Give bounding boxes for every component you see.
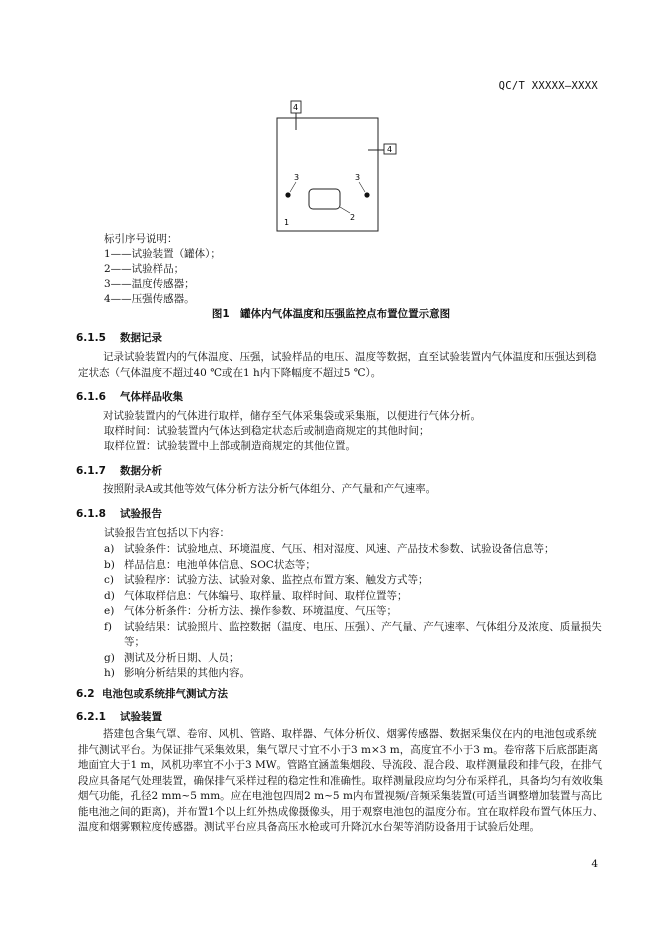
list-item bbox=[104, 589, 604, 605]
temp-sensor-right bbox=[364, 192, 369, 197]
item-label: g) bbox=[104, 651, 115, 664]
item-text: 试验程序：试验方法、试验对象、监控点布置方案、触发方式等； bbox=[124, 574, 429, 586]
tank-outline bbox=[277, 118, 378, 231]
temp-left-leader bbox=[290, 182, 296, 192]
figure-caption: 图1 罐体内气体温度和压强监控点布置位置示意图 bbox=[211, 308, 451, 320]
legend-item: 3——温度传感器； bbox=[104, 278, 195, 290]
section-title: 试验报告 bbox=[120, 508, 162, 520]
section-heading-6-2 bbox=[76, 686, 228, 701]
item-text: 试验条件：试验地点、环境温度、气压、相对湿度、风速、产品技术参数、试验设备信息等； bbox=[124, 543, 555, 555]
marker-vent-side: 4 bbox=[387, 145, 393, 154]
item-text: 气体取样信息：气体编号、取样量、取样时间、取样位置等； bbox=[124, 589, 408, 602]
marker-sample: 2 bbox=[350, 213, 356, 222]
item-text: 测试及分析日期、人员； bbox=[124, 651, 240, 664]
figure-legend bbox=[104, 232, 221, 307]
temp-right-leader bbox=[359, 182, 365, 192]
item-text: 气体分析条件：分析方法、操作参数、环境温度、气压等； bbox=[124, 605, 397, 617]
section-title: 数据分析 bbox=[120, 465, 162, 477]
marker-temp-right: 3 bbox=[355, 173, 361, 182]
section-title: 试验装置 bbox=[120, 711, 162, 723]
item-text: 试验结果：试验照片、监控数据（温度、电压、压强）、产气量、产气速率、气体组分及浓度、质量损失等； bbox=[124, 620, 602, 648]
section-title: 数据记录 bbox=[120, 332, 162, 344]
legend-item: 2——试验样品； bbox=[104, 263, 185, 275]
item-text: 样品信息：电池单体信息、SOC状态等； bbox=[124, 558, 316, 571]
section-number: 6.1.7 bbox=[76, 465, 106, 477]
marker-vent-top: 4 bbox=[293, 103, 299, 112]
list-item bbox=[104, 542, 604, 558]
paragraph-data-analysis: 按照附录A或其他等效气体分析方法分析气体组分、产气量和产气速率。 bbox=[103, 483, 437, 495]
item-label: b) bbox=[104, 558, 115, 571]
section-number: 6.2.1 bbox=[76, 711, 106, 723]
item-label: a) bbox=[104, 543, 115, 555]
sample-leader bbox=[340, 207, 350, 213]
temp-sensor-left bbox=[285, 192, 290, 197]
list-item bbox=[104, 558, 604, 574]
page-number: 4 bbox=[591, 858, 598, 870]
item-label: c) bbox=[104, 574, 114, 586]
section-title: 电池包或系统排气测试方法 bbox=[102, 688, 228, 700]
item-label: h) bbox=[104, 667, 115, 679]
list-item bbox=[104, 666, 604, 682]
report-intro: 试验报告宜包括以下内容： bbox=[104, 527, 230, 539]
paragraph-data-recording: 记录试验装置内的气体温度、压强，试验样品的电压、温度等数据，直至试验装置内气体温度和压强达到稳定状态（气体温度不超过40 ℃或在1 h内下降幅度不超过5 ℃）。 bbox=[78, 351, 597, 379]
paragraph-test-setup: 搭建包含集气罩、卷帘、风机、管路、取样器、气体分析仪、烟雾传感器、数据采集仪在内的电池包或系统排气测试平台。为保证排气采集效果，集气罩尺寸宜不小于3 m×3 m，高度宜不小于3 m。卷帘落下后底部距离地面宜大于1 m，风机功率宜不小于3 MW。管路宜涵盖集烟段、导流段、混合段、取样测量段和排气段，在排气段应具备尾气处理装置，确保排气采样过程的稳定性和准确性。取样测量段应均匀分布采样孔，具备均匀有效收集烟气功能，孔径2 mm~5 mm。应在电池包四周2 m~5 m内布置视频/音频采集装置(可适当调整增加装置与高比能电池之间的距离)，并布置1个以上红外热成像摄像头，用于观察电池包的温度分布。宜在取样段布置气体压力、温度和烟雾颗粒度传感器。测试平台应具备高压水枪或可升降沉水台架等消防设备用于试验后处理。 bbox=[78, 728, 604, 833]
legend-item: 4——压强传感器。 bbox=[104, 293, 195, 305]
marker-device: 1 bbox=[284, 218, 290, 227]
section-heading-6-2-1 bbox=[76, 709, 162, 724]
figure-tank-diagram bbox=[266, 100, 402, 234]
document-code: QC/T XXXXX—XXXX bbox=[498, 80, 598, 92]
list-item bbox=[104, 651, 604, 667]
item-label: f) bbox=[104, 620, 112, 633]
report-items-list bbox=[104, 542, 604, 682]
section-title: 气体样品收集 bbox=[120, 391, 183, 403]
section-number: 6.1.5 bbox=[76, 332, 106, 344]
list-item bbox=[104, 604, 604, 620]
marker-temp-left: 3 bbox=[294, 173, 300, 182]
section-number: 6.2 bbox=[76, 688, 95, 700]
list-item bbox=[104, 573, 604, 589]
sampling-position-line: 取样位置：试验装置中上部或制造商规定的其他位置。 bbox=[104, 440, 356, 452]
section-heading-6-1-5 bbox=[76, 330, 162, 345]
section-number: 6.1.8 bbox=[76, 508, 106, 520]
section-heading-6-1-8 bbox=[76, 506, 162, 521]
item-label: e) bbox=[104, 605, 115, 617]
item-text: 影响分析结果的其他内容。 bbox=[124, 667, 250, 679]
sampling-time-line: 取样时间：试验装置内气体达到稳定状态后或制造商规定的其他时间； bbox=[104, 425, 430, 437]
legend-title: 标引序号说明： bbox=[104, 233, 178, 245]
section-heading-6-1-6 bbox=[76, 389, 183, 404]
paragraph-gas-sampling: 对试验装置内的气体进行取样，储存至气体采集袋或采集瓶，以便进行气体分析。 bbox=[103, 410, 481, 422]
legend-item: 1——试验装置（罐体）； bbox=[104, 248, 221, 260]
section-heading-6-1-7 bbox=[76, 463, 162, 478]
test-sample bbox=[309, 189, 340, 209]
section-number: 6.1.6 bbox=[76, 391, 106, 403]
list-item bbox=[104, 620, 604, 651]
item-label: d) bbox=[104, 589, 115, 602]
